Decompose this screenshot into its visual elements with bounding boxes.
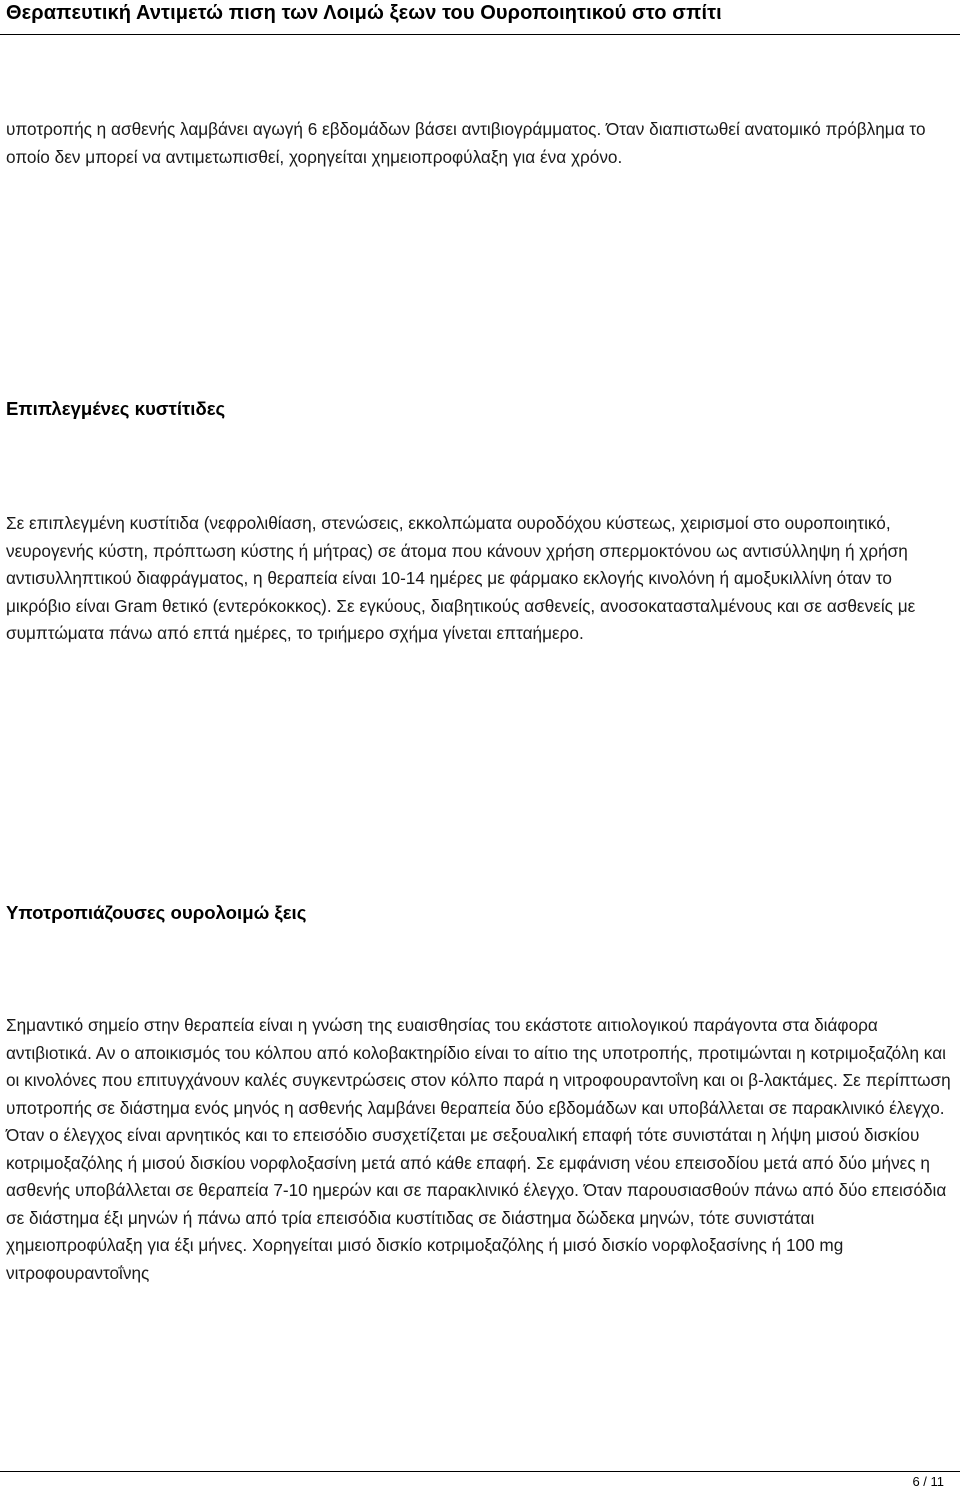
page-number: 6 / 11 [912,1474,944,1489]
complicated-cystitis-paragraph: Σε επιπλεγμένη κυστίτιδα (νεφρολιθίαση, στενώσεις, εκκολπώματα ουροδόχου κύστεως, χειρισμοί στο ουροποιητικό, νευρογενής κύστη, πρόπτωση κύστης ή μήτρας) σε άτομα που κάνουν χρήση σπερμοκτόνου ως αντισύλληψη ή χρήση αντισυλληπτικού διαφράγματος, η θεραπεία είναι 10-14 ημέρες με φάρμακο εκλογής κινολόνη ή αμοξυκιλλίνη όταν το μικρόβιο είναι Gram θετικό (εντερόκοκκος). Σε εγκύους, διαβητικούς ασθενείς, ανοσοκατασταλμένους και σε ασθενείς με συμπτώματα πάνω από επτά ημέρες, το τριήμερο σχήμα γίνεται επταήμερο. [6,513,916,643]
page-header [0,0,960,36]
header-divider [0,34,960,35]
section-heading-complicated-cystitis: Επιπλεγμένες κυστίτιδες [6,398,226,419]
footer-divider [0,1471,960,1472]
document-title: Θεραπευτική Αντιμετώ πιση των Λοιμώ ξεων του Ουροποιητικού στο σπίτι [6,2,722,24]
recurrent-infections-paragraph: Σημαντικό σημείο στην θεραπεία είναι η γνώση της ευαισθησίας του εκάστοτε αιτιολογικού παράγοντα στα διάφορα αντιβιοτικά. Αν ο αποικισμός του κόλπου από κολοβακτηρίδιο είναι το αίτιο της υποτροπής, προτιμώνται η κοτριμοξαζόλη και οι κινολόνες που επιτυγχάνουν καλές συγκεντρώσεις στον κόλπο παρά η νιτροφουραντοΐνη και οι β-λακτάμες. Σε περίπτωση υποτροπής σε διάστημα ενός μηνός η ασθενής λαμβάνει θεραπεία δύο εβδομάδων και υποβάλλεται σε παρακλινικό έλεγχο. Όταν ο έλεγχος είναι αρνητικός και το επεισόδιο συσχετίζεται με σεξουαλική επαφή τότε συνιστάται η λήψη μισού δισκίου κοτριμοξαζόλης ή μισού δισκίου νορφλοξασίνη μετά από κάθε επαφή. Σε εμφάνιση νέου επεισοδίου μετά από δύο μήνες η ασθενής υποβάλλεται σε θεραπεία 7-10 ημερών και σε παρακλινικό έλεγχο. Όταν παρουσιασθούν πάνω από δύο επεισόδια σε διάστημα έξι μηνών ή πάνω από τρία επεισόδια κυστίτιδας σε διάστημα δώδεκα μηνών, τότε συνιστάται χημειοπροφύλαξη για έξι μήνες. Χορηγείται μισό δισκίο κοτριμοξαζόλης ή μισό δισκίο νορφλοξασίνης ή 100 mg νιτροφουραντοΐνης [6,1015,951,1283]
intro-paragraph: υποτροπής η ασθενής λαμβάνει αγωγή 6 εβδομάδων βάσει αντιβιογράμματος. Όταν διαπιστωθεί ανατομικό πρόβλημα το οποίο δεν μπορεί να αντιμετωπισθεί, χορηγείται χημειοπροφύλαξη για ένα χρόνο. [6,119,926,167]
section-heading-recurrent-infections: Υποτροπιάζουσες ουρολοιμώ ξεις [6,902,307,923]
